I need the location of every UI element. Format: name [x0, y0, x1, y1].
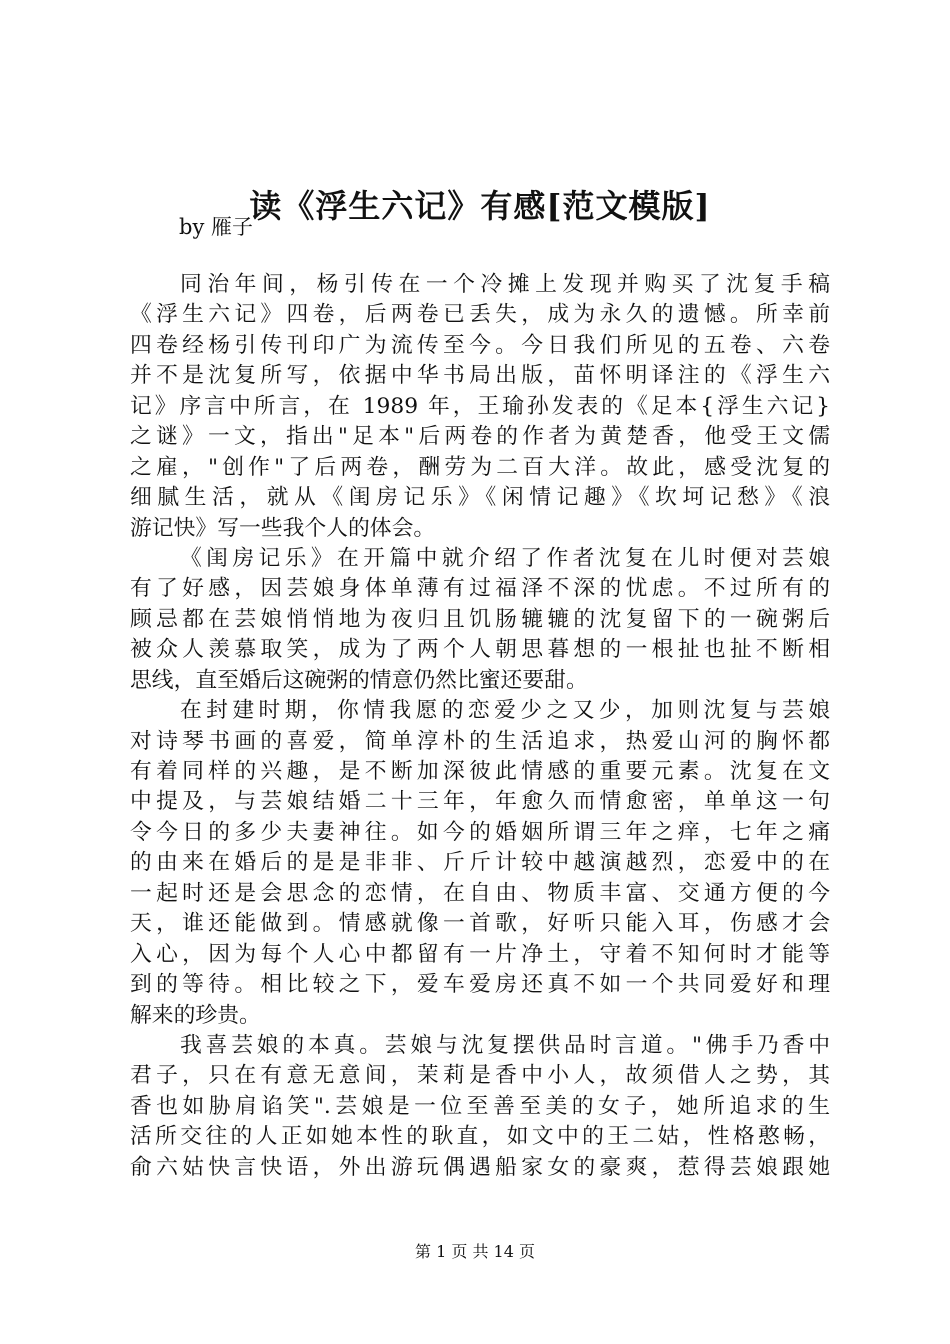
body-text-line: 有了好感，因芸娘身体单薄有过福泽不深的忧虑。不过所有的 [130, 576, 830, 602]
document-title: 读《浮生六记》有感[范文模版] [249, 187, 711, 225]
body-text-line: 之雇，"创作"了后两卷，酬劳为二百大洋。故此，感受沈复的 [130, 454, 830, 480]
body-text-line: 入心，因为每个人心中都留有一片净土，守着不知何时才能等 [130, 941, 830, 967]
body-text-line: 君子，只在有意无意间，茉莉是香中小人，故须借人之势，其 [130, 1063, 830, 1089]
body-text-line: 之谜》一文，指出"足本"后两卷的作者为黄楚香，他受王文儒 [130, 424, 830, 450]
body-text-line: 同治年间，杨引传在一个冷摊上发现并购买了沈复手稿 [180, 272, 830, 297]
page-number-footer: 第 1 页 共 14 页 [415, 1242, 535, 1261]
body-text-line: 游记快》写一些我个人的体会。 [130, 515, 436, 541]
body-text-line: 并不是沈复所写，依据中华书局出版，苗怀明译注的《浮生六 [130, 363, 830, 389]
body-text-line: 中提及，与芸娘结婚二十三年，年愈久而情愈密，单单这一句 [130, 789, 830, 815]
body-text-line: 被众人羡慕取笑，成为了两个人朝思暮想的一根扯也扯不断相 [130, 637, 830, 663]
body-text-line: 到的等待。相比较之下，爱车爱房还真不如一个共同爱好和理 [130, 972, 830, 998]
body-text-line: 记》序言中所言，在 1989 年，王瑜孙发表的《足本{浮生六记} [130, 393, 830, 419]
body-text-line: 《浮生六记》四卷，后两卷已丢失，成为永久的遗憾。所幸前 [130, 302, 830, 328]
body-text-line: 令今日的多少夫妻神往。如今的婚姻所谓三年之痒，七年之痛 [130, 819, 830, 845]
document-body [130, 270, 830, 1183]
body-text-line: 活所交往的人正如她本性的耿直，如文中的王二姑，性格憨畅， [130, 1124, 830, 1150]
author-byline: by 雁子 [179, 215, 253, 239]
body-text-line: 一起时还是会思念的恋情，在自由、物质丰富、交通方便的今 [130, 880, 830, 906]
body-text-line: 天，谁还能做到。情感就像一首歌，好听只能入耳，伤感才会 [130, 911, 830, 937]
body-text-line: 解来的珍贵。 [130, 1002, 261, 1028]
body-text-line: 有着同样的兴趣，是不断加深彼此情感的重要元素。沈复在文 [130, 759, 830, 784]
body-text-line: 在封建时期，你情我愿的恋爱少之又少，加则沈复与芸娘 [180, 698, 830, 724]
body-text-line: 四卷经杨引传刊印广为流传至今。今日我们所见的五卷、六卷 [130, 332, 830, 358]
body-text-line: 对诗琴书画的喜爱，简单淳朴的生活追求，热爱山河的胸怀都 [130, 728, 830, 754]
body-text-line: 的由来在婚后的是是非非、斤斤计较中越演越烈，恋爱中的在 [130, 850, 830, 876]
body-text-line: 细腻生活，就从《闺房记乐》《闲情记趣》《坎坷记愁》《浪 [130, 485, 830, 511]
body-text-line: 思线，直至婚后这碗粥的情意仍然比蜜还要甜。 [130, 667, 588, 693]
body-text-line: 香也如胁肩谄笑".芸娘是一位至善至美的女子，她所追求的生 [130, 1093, 830, 1119]
body-text-line: 俞六姑快言快语，外出游玩偶遇船家女的豪爽，惹得芸娘跟她 [130, 1154, 830, 1180]
body-text-line: 《闺房记乐》在开篇中就介绍了作者沈复在儿时便对芸娘 [180, 545, 830, 571]
body-text-line: 我喜芸娘的本真。芸娘与沈复摆供品时言道。"佛手乃香中 [180, 1032, 830, 1058]
body-text-line: 顾忌都在芸娘悄悄地为夜归且饥肠辘辘的沈复留下的一碗粥后 [130, 606, 830, 632]
